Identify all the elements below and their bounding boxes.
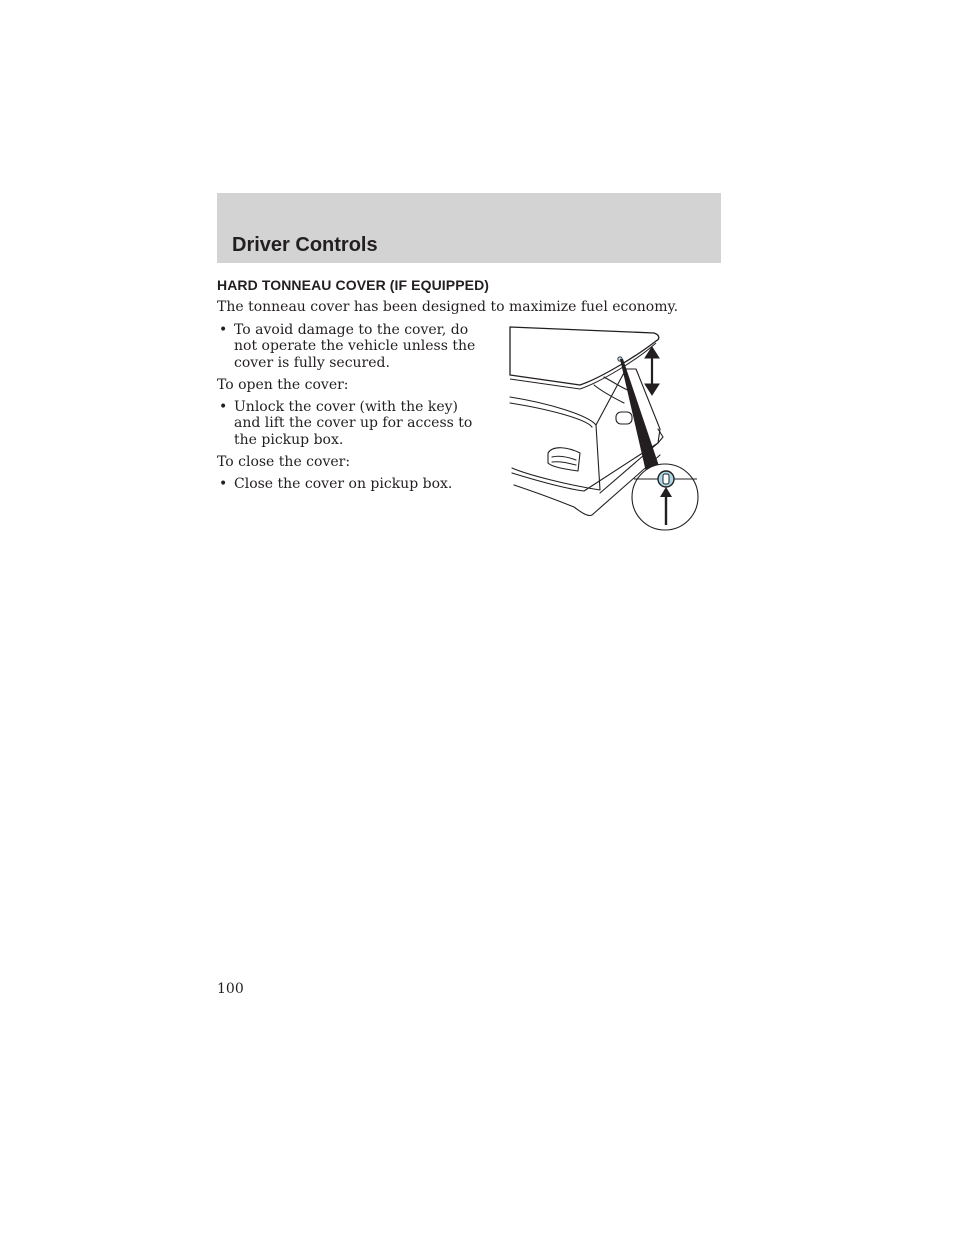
close-label: To close the cover: <box>217 454 351 471</box>
arrow-down-icon <box>645 384 659 395</box>
bullet-icon: • <box>219 322 228 338</box>
bullet-icon: • <box>219 399 228 416</box>
tonneau-cover-illustration <box>508 325 700 535</box>
page-title: Driver Controls <box>232 234 378 256</box>
bullet-icon: • <box>219 476 228 493</box>
list-item <box>217 399 485 448</box>
arrow-up-icon <box>645 347 659 358</box>
tonneau-cover <box>510 327 659 385</box>
instructions-column <box>217 322 485 499</box>
list-item <box>217 476 485 492</box>
intro-paragraph: The tonneau cover has been designed to maximize fuel economy. <box>217 299 679 315</box>
close-step-text: Close the cover on pickup box. <box>234 476 453 493</box>
page-number: 100 <box>217 981 244 997</box>
open-step-text: Unlock the cover (with the key) and lift the cover up for access to the pickup box. <box>234 399 473 448</box>
tailgate-handle <box>616 412 632 424</box>
header-band <box>217 193 721 263</box>
list-item <box>217 322 485 371</box>
open-label: To open the cover: <box>217 376 349 393</box>
section-heading: HARD TONNEAU COVER (IF EQUIPPED) <box>217 277 490 293</box>
caution-text: To avoid damage to the cover, do not operate the vehicle unless the cover is fully secured. <box>234 322 476 371</box>
